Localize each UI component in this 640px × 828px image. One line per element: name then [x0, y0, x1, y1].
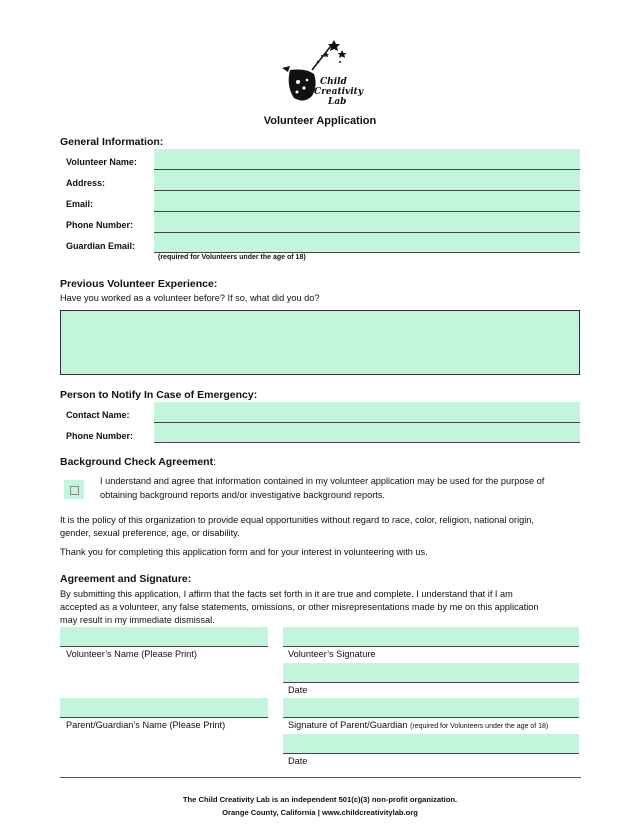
background-heading — [60, 456, 216, 468]
guardian-date-field[interactable] — [283, 734, 579, 754]
footer-line2: Orange County, California | www.childcreativitylab.org — [222, 808, 418, 817]
logo-graphic — [282, 38, 366, 106]
footer-divider — [60, 777, 581, 778]
agree-text-line2: obtaining background reports and/or investigative background reports. — [100, 490, 385, 500]
logo-text-line2: Creativity — [314, 87, 364, 97]
checkbox-box-icon — [70, 486, 79, 495]
volunteer-signature-label: Volunteer’s Signature — [288, 649, 376, 659]
emergency-heading: Person to Notify In Case of Emergency: — [60, 389, 258, 401]
volunteer-name-print-field[interactable] — [60, 627, 268, 647]
address-label: Address: — [66, 178, 106, 188]
guardian-name-print-field[interactable] — [60, 698, 268, 718]
footer-line1: The Child Creativity Lab is an independent 501(c)(3) non-profit organization. — [182, 795, 458, 804]
policy-line2: gender, sexual preference, age, or disability. — [60, 528, 240, 538]
guardian-signature-note: (required for Volunteers under the age of 18) — [410, 723, 549, 730]
guardian-email-label: Guardian Email: — [66, 241, 136, 251]
guardian-signature-field[interactable] — [283, 698, 579, 718]
agreement-line1: By submitting this application, I affirm that the facts set forth in it are true and complete. I understand that if I am — [60, 589, 513, 599]
guardian-email-field[interactable] — [154, 233, 580, 253]
agreement-heading: Agreement and Signature: — [60, 573, 192, 585]
contact-name-label: Contact Name: — [66, 410, 130, 420]
email-field[interactable] — [154, 191, 580, 212]
experience-question: Have you worked as a volunteer before? If so, what did you do? — [60, 293, 320, 303]
emergency-phone-field[interactable] — [154, 423, 580, 443]
volunteer-name-field[interactable] — [154, 149, 580, 170]
volunteer-date-field[interactable] — [283, 663, 579, 683]
experience-heading: Previous Volunteer Experience: — [60, 278, 218, 290]
agree-checkbox[interactable] — [64, 480, 84, 499]
background-heading-colon: : — [213, 456, 216, 468]
logo-text-line1: Child — [320, 77, 347, 87]
guardian-date-label: Date — [288, 756, 308, 766]
agreement-line3: may result in my immediate dismissal. — [60, 615, 215, 625]
experience-textarea[interactable] — [60, 310, 580, 375]
volunteer-date-label: Date — [288, 685, 308, 695]
thanks-text: Thank you for completing this application form and for your interest in volunteering with us. — [60, 547, 428, 557]
phone-field[interactable] — [154, 212, 580, 233]
email-label: Email: — [66, 199, 94, 209]
contact-name-field[interactable] — [154, 402, 580, 423]
emergency-phone-label: Phone Number: — [66, 431, 134, 441]
logo-text-line3: Lab — [328, 97, 347, 106]
general-info-heading: General Information: — [60, 136, 164, 148]
policy-line1: It is the policy of this organization to provide equal opportunities without regard to race, color, religion, national origin, — [60, 515, 534, 525]
guardian-email-note: (required for Volunteers under the age of 18) — [158, 254, 306, 261]
logo — [282, 38, 366, 106]
guardian-name-print-label: Parent/Guardian’s Name (Please Print) — [66, 720, 226, 730]
form-title: Volunteer Application — [263, 115, 377, 127]
volunteer-name-print-label: Volunteer’s Name (Please Print) — [66, 649, 197, 659]
agreement-line2: accepted as a volunteer, any false statements, omissions, or other misrepresentations made by me on this application — [60, 602, 539, 612]
volunteer-signature-field[interactable] — [283, 627, 579, 647]
agree-text-line1: I understand and agree that information contained in my volunteer application may be used for the purpose of — [100, 476, 545, 486]
volunteer-name-label: Volunteer Name: — [66, 157, 137, 167]
guardian-signature-label — [288, 720, 548, 730]
background-heading-text: Background Check Agreement — [60, 456, 214, 468]
address-field[interactable] — [154, 170, 580, 191]
phone-label: Phone Number: — [66, 220, 134, 230]
guardian-signature-label-text: Signature of Parent/Guardian — [288, 720, 408, 730]
